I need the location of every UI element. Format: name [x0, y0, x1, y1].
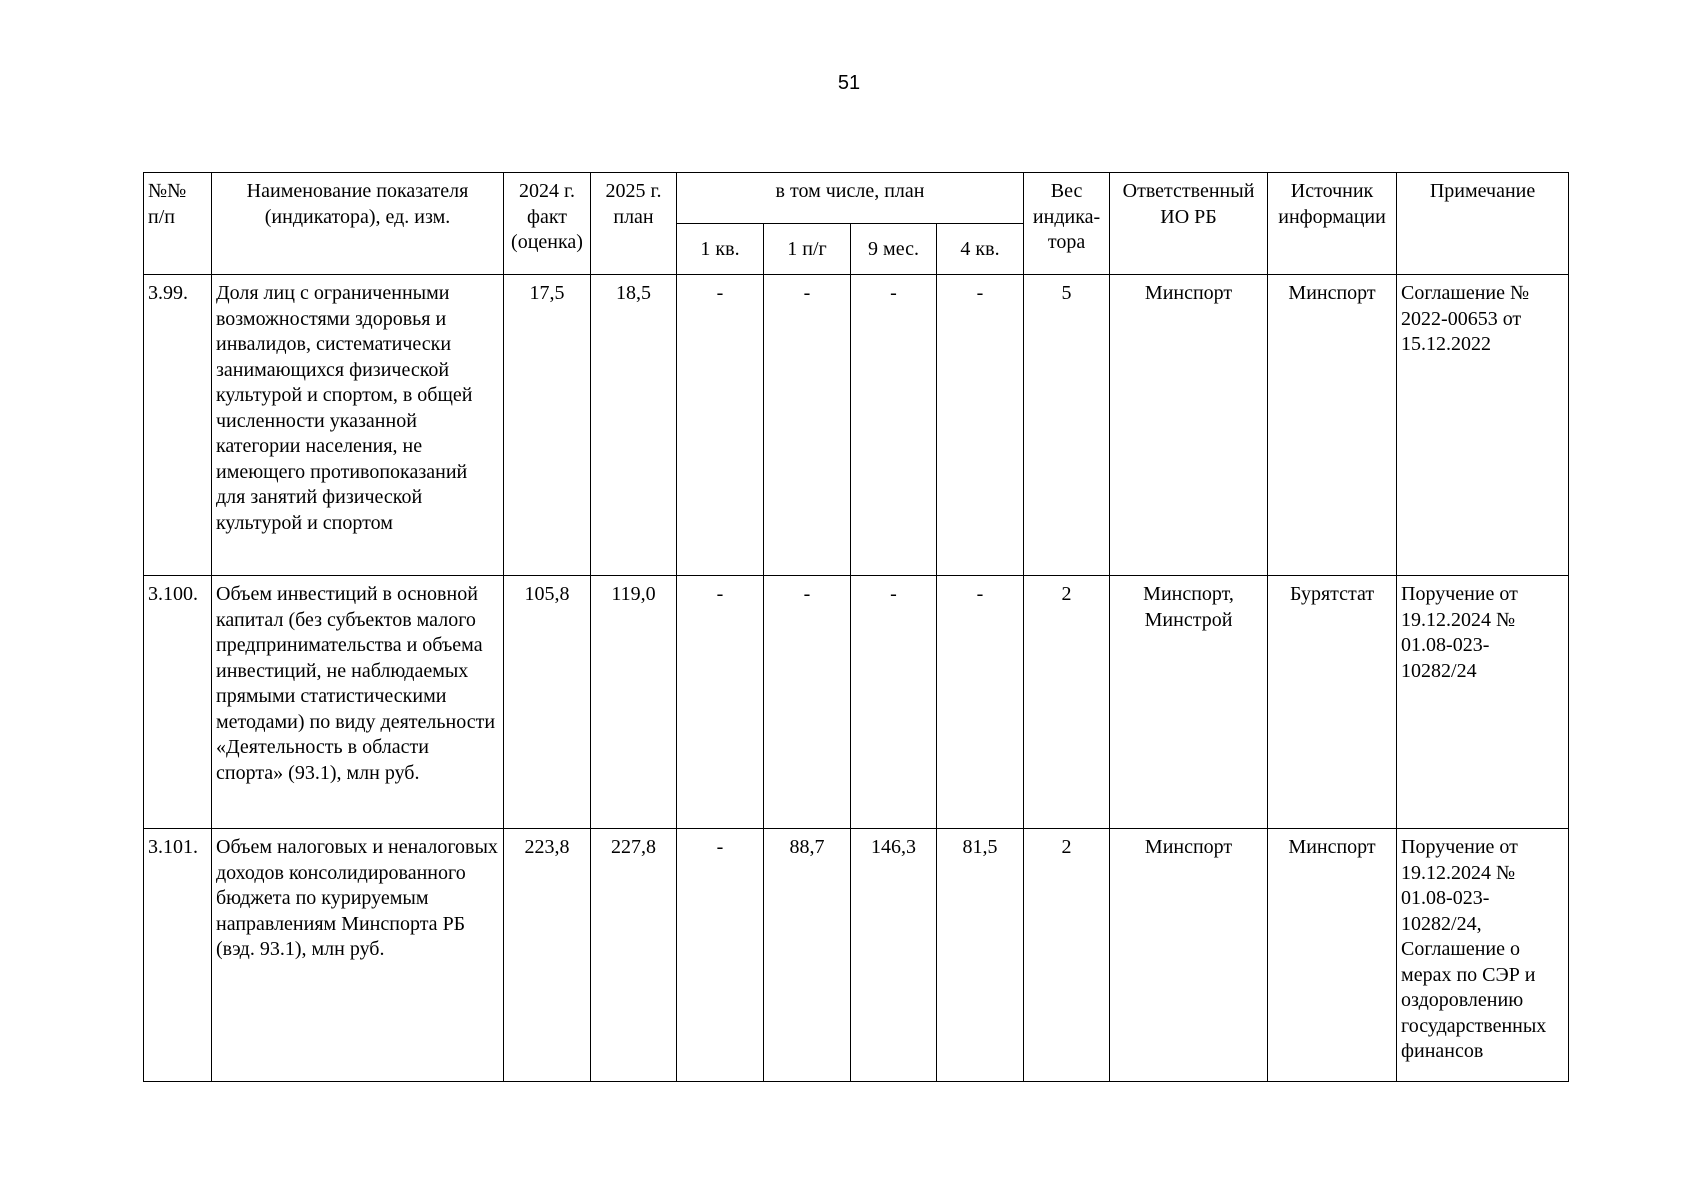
row-name: Объем инвестиций в основной капитал (без субъектов малого предпринимательства и объема инвестиций, не наблюдаемых прямыми статистическими методами) по виду деятельности «Деятельность в области спорта» (93.1), млн руб.	[212, 576, 504, 829]
header-note: Примечание	[1397, 173, 1569, 275]
row-plan-2025: 227,8	[591, 829, 677, 1082]
row-responsible: Минспорт	[1110, 829, 1268, 1082]
row-q1: -	[677, 576, 764, 829]
row-half-year: -	[764, 275, 851, 576]
row-responsible: Минспорт, Минстрой	[1110, 576, 1268, 829]
header-responsible: Ответственный ИО РБ	[1110, 173, 1268, 275]
row-num: 3.101.	[144, 829, 212, 1082]
row-half-year: -	[764, 576, 851, 829]
row-q1: -	[677, 275, 764, 576]
row-num: 3.99.	[144, 275, 212, 576]
row-source: Минспорт	[1268, 275, 1397, 576]
table-row	[144, 829, 1569, 1082]
row-plan-2025: 119,0	[591, 576, 677, 829]
row-num: 3.100.	[144, 576, 212, 829]
row-9-months: 146,3	[851, 829, 937, 1082]
row-fact-2024: 223,8	[504, 829, 591, 1082]
header-num: №№ п/п	[144, 173, 212, 275]
header-half-year: 1 п/г	[764, 224, 851, 275]
header-9-months: 9 мес.	[851, 224, 937, 275]
header-plan-2025: 2025 г. план	[591, 173, 677, 275]
row-9-months: -	[851, 576, 937, 829]
header-q1: 1 кв.	[677, 224, 764, 275]
row-plan-2025: 18,5	[591, 275, 677, 576]
row-fact-2024: 105,8	[504, 576, 591, 829]
row-half-year: 88,7	[764, 829, 851, 1082]
row-note: Поручение от 19.12.2024 № 01.08-023-10282/24, Соглашение о мерах по СЭР и оздоровлению государственных финансов	[1397, 829, 1569, 1082]
row-9-months: -	[851, 275, 937, 576]
header-weight: Вес индика-тора	[1024, 173, 1110, 275]
table-row	[144, 576, 1569, 829]
header-fact-2024: 2024 г. факт (оценка)	[504, 173, 591, 275]
row-q4: -	[937, 576, 1024, 829]
row-fact-2024: 17,5	[504, 275, 591, 576]
row-q4: -	[937, 275, 1024, 576]
row-responsible: Минспорт	[1110, 275, 1268, 576]
header-source: Источник информации	[1268, 173, 1397, 275]
row-q1: -	[677, 829, 764, 1082]
row-name: Доля лиц с ограниченными возможностями здоровья и инвалидов, систематически занимающихся физической культурой и спортом, в общей численности указанной категории населения, не имеющего противопоказаний для занятий физической культурой и спортом	[212, 275, 504, 576]
row-weight: 2	[1024, 829, 1110, 1082]
table-header	[144, 173, 1569, 275]
row-note: Поручение от 19.12.2024 № 01.08-023-10282/24	[1397, 576, 1569, 829]
header-q4: 4 кв.	[937, 224, 1024, 275]
row-q4: 81,5	[937, 829, 1024, 1082]
row-weight: 2	[1024, 576, 1110, 829]
row-name: Объем налоговых и неналоговых доходов консолидированного бюджета по курируемым направлениям Минспорта РБ (вэд. 93.1), млн руб.	[212, 829, 504, 1082]
header-name: Наименование показателя (индикатора), ед. изм.	[212, 173, 504, 275]
table-row	[144, 275, 1569, 576]
header-including-plan: в том числе, план	[677, 173, 1024, 224]
row-source: Бурятстат	[1268, 576, 1397, 829]
row-note: Соглашение № 2022-00653 от 15.12.2022	[1397, 275, 1569, 576]
row-weight: 5	[1024, 275, 1110, 576]
row-source: Минспорт	[1268, 829, 1397, 1082]
indicators-table	[143, 172, 1569, 1082]
page-number: 51	[837, 72, 861, 94]
